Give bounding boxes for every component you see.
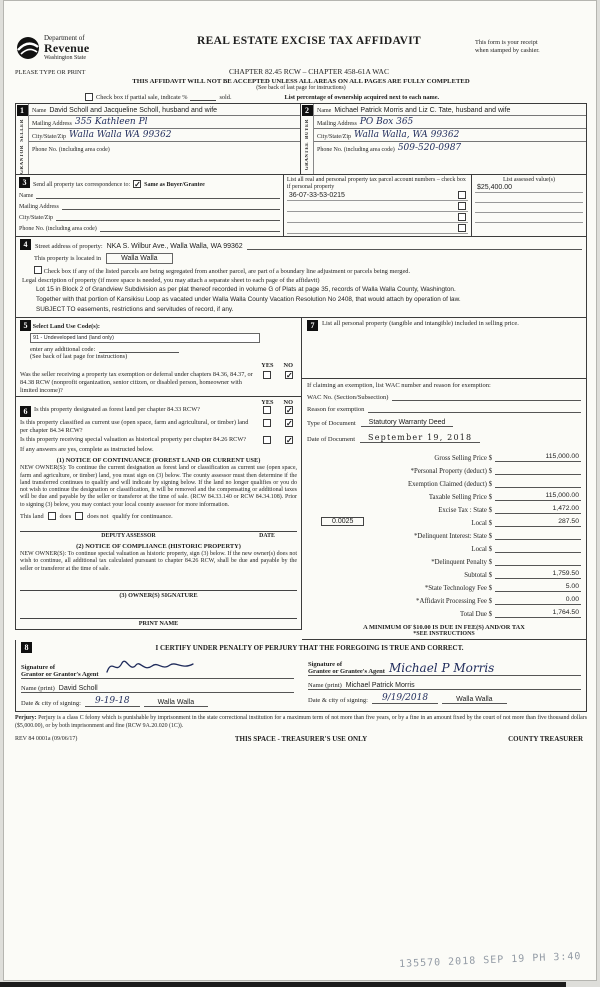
- grantee-signature-label-2: Grantee or Grantee's Agent: [308, 668, 385, 676]
- affidavit-processing-fee-field[interactable]: 0.00: [495, 596, 581, 605]
- ownership-percentage-note: List percentage of ownership acquired next to each name.: [284, 93, 440, 101]
- qualify-label: qualify for continuance.: [112, 512, 173, 520]
- money-row: *Delinquent Penalty $: [307, 553, 581, 566]
- land-use-code-field[interactable]: 91 - Undeveloped land (land only): [30, 333, 260, 343]
- no-header: NO: [283, 399, 293, 407]
- personal-property-deduct-field[interactable]: [495, 466, 581, 475]
- corr-name-field[interactable]: [36, 191, 280, 199]
- land-use-code-section: [15, 318, 302, 397]
- s5-no-checkbox[interactable]: ✓: [286, 371, 293, 381]
- section-8-badge: 8: [21, 642, 32, 653]
- current-use-question: Is this property classified as current use (open space, farm and agricultural, or timber) land per chapter 84.34 RCW?: [20, 419, 249, 434]
- located-in-field[interactable]: Walla Walla: [106, 253, 172, 264]
- date-label: DATE: [259, 533, 275, 540]
- owners-signature-line[interactable]: [20, 579, 297, 591]
- land-does-checkbox[interactable]: [48, 512, 56, 520]
- notice-compliance-body: NEW OWNER(S): To continue special valuation as historic property, sign (3) below. If the new owner(s) does not wish to continue, all additional tax calculated pursuant to chapter 84.26 RCW, shall be due and payable by the seller or transferor at the time of sale.: [20, 551, 297, 572]
- delinquent-penalty-field[interactable]: [495, 557, 581, 566]
- additional-code-label: enter any additional code:: [30, 346, 96, 354]
- money-row: 0.0025 Local $ 287.50: [307, 514, 581, 527]
- parcel-row: [287, 223, 468, 234]
- excise-tax-local-field[interactable]: 287.50: [495, 518, 581, 527]
- parcel-row: [287, 190, 468, 201]
- legal-description-paragraph-2: Together with that portion of Kansikisu Loop as vacated under Walla Walla County Vacation Resolution No 2408, that would attach by operation of law.: [36, 296, 461, 304]
- forest-land-question: Is this property designated as forest land per chapter 84.33 RCW?: [34, 406, 200, 414]
- form-revision-number: REV 84 0001a (09/06/17): [15, 736, 78, 743]
- legal-description-paragraph-1: Lot 15 in Block 2 of Grandview Subdivision as per plat thereof recorded in volume G of Plats at page 35, records of Walla Walla County, Washington.: [36, 286, 456, 294]
- grantee-date-city-label: Date & city of signing:: [308, 697, 368, 705]
- buyer-city-label: City/State/Zip: [317, 134, 351, 140]
- personal-property-tax-section: [302, 318, 587, 640]
- additional-code-field[interactable]: [99, 345, 179, 353]
- land-does-not-checkbox[interactable]: [75, 512, 83, 520]
- s5-yes-checkbox[interactable]: [263, 371, 271, 379]
- certification-section: [15, 640, 587, 712]
- legal-description-label: Legal description of property (if more space is needed, you may attach a separate sheet to each page of the affidavit): [22, 277, 320, 285]
- buyer-city-field[interactable]: Walla Walla, WA 99362: [354, 130, 460, 140]
- legal-description-paragraph-3: SUBJECT TO easements, restrictions and servitudes of record, if any.: [36, 306, 234, 314]
- seller-city-label: City/State/Zip: [32, 134, 66, 140]
- segregated-checkbox[interactable]: [34, 266, 42, 274]
- logo-state-text: Washington State: [44, 54, 87, 61]
- buyer-side-label: BUYER: [304, 119, 310, 140]
- deputy-assessor-label: DEPUTY ASSESSOR: [101, 533, 156, 540]
- completion-warning: THIS AFFIDAVIT WILL NOT BE ACCEPTED UNLESS ALL AREAS ON ALL PAGES ARE FULLY COMPLETED: [132, 78, 470, 85]
- yes-header: YES: [261, 399, 274, 407]
- property-address-section: [15, 237, 587, 318]
- seller-city-field[interactable]: Walla Walla WA 99362: [69, 130, 172, 140]
- money-row: Subtotal $ 1,759.50: [464, 570, 579, 580]
- corr-phone-field[interactable]: [100, 224, 280, 232]
- parcel-personal-checkbox[interactable]: [458, 213, 466, 221]
- parcel-personal-checkbox[interactable]: [458, 224, 466, 232]
- scan-edge-artifact: [0, 982, 566, 987]
- corr-phone-label: Phone No. (including area code): [19, 225, 97, 232]
- revenue-logo-icon: [15, 35, 41, 66]
- seller-grantor-section: [15, 103, 301, 175]
- please-type-or-print: PLEASE TYPE OR PRINT: [15, 69, 86, 76]
- grantor-signature-label-2: Grantor or Grantor's Agent: [21, 671, 99, 679]
- grantor-date-city-label: Date & city of signing:: [21, 700, 81, 708]
- date-of-document-field[interactable]: September 19, 2018: [360, 433, 480, 443]
- grantee-side-label: GRANTEE: [304, 142, 310, 171]
- chapter-subtitle: CHAPTER 82.45 RCW – CHAPTER 458-61A WAC: [229, 67, 389, 76]
- taxable-selling-price-field[interactable]: 115,000.00: [495, 492, 581, 501]
- perjury-definition: Perjury: Perjury is a class C felony which is punishable by imprisonment in the state correctional institution for a maximum term of not more than five years, or by a fine in an amount fixed by the court of not more than five thousand dollars ($5,000.00), or by both imprisonment and fine (RCW 9A.20.020 (1C)).: [15, 715, 587, 729]
- this-land-label: This land: [20, 512, 44, 520]
- money-row: Gross Selling Price $ 115,000.00: [434, 453, 579, 463]
- partial-sale-checkbox[interactable]: [85, 93, 93, 101]
- total-due-field[interactable]: 1,764.50: [495, 609, 581, 618]
- wac-no-field[interactable]: [392, 393, 581, 401]
- same-as-buyer-label: Same as Buyer/Grantee: [144, 181, 205, 188]
- grantor-date-field[interactable]: 9-19-18: [85, 696, 140, 707]
- assessed-value-field[interactable]: [475, 203, 583, 213]
- segregated-label: Check box if any of the listed parcels are being segregated from another parcel, are part of a boundary line adjustment or parcels being merged.: [43, 268, 411, 276]
- money-row: *Personal Property (deduct) $: [307, 462, 581, 475]
- q1-yes-checkbox[interactable]: [263, 406, 271, 414]
- print-name-line[interactable]: [20, 607, 297, 619]
- assessed-values-header: List assessed value(s): [502, 176, 555, 183]
- tax-computation: [307, 449, 581, 618]
- seller-mailing-field[interactable]: 355 Kathleen Pl: [74, 117, 148, 127]
- grantor-name-print-label: Name (print): [21, 685, 55, 693]
- local-tax-rate-box: 0.0025: [321, 517, 364, 526]
- does-not-label: does not: [87, 512, 109, 520]
- reason-exemption-field[interactable]: [368, 405, 581, 413]
- money-row: Excise Tax : State $ 1,472.00: [438, 505, 579, 515]
- exemption-claim-label: If claiming an exemption, list WAC number and reason for exemption:: [307, 382, 491, 390]
- notice-continuance-title: (1) NOTICE OF CONTINUANCE (FOREST LAND OR CURRENT USE): [56, 457, 261, 465]
- parcel-personal-checkbox[interactable]: [458, 191, 466, 199]
- money-row: *Affidavit Processing Fee $ 0.00: [416, 596, 579, 606]
- seller-phone-label: Phone No. (including area code): [32, 147, 110, 153]
- buyer-phone-label: Phone No. (including area code): [317, 147, 395, 153]
- money-row: *Delinquent Interest: State $: [307, 527, 581, 540]
- revenue-logo: [15, 35, 143, 66]
- q2-no-checkbox[interactable]: ✓: [286, 419, 293, 429]
- state-technology-fee-field[interactable]: 5.00: [495, 583, 581, 592]
- delinquent-interest-local-field[interactable]: [495, 544, 581, 553]
- corr-mailing-field[interactable]: [62, 202, 280, 210]
- logo-revenue-text: Revenue: [44, 41, 90, 56]
- seller-name-label: Name: [32, 108, 47, 114]
- personal-property-field[interactable]: [302, 333, 586, 379]
- section-3-badge: 3: [19, 177, 30, 188]
- corr-mailing-label: Mailing Address: [19, 203, 59, 210]
- corr-city-field[interactable]: [56, 213, 280, 221]
- delinquent-interest-state-field[interactable]: [495, 531, 581, 540]
- notice-continuance-body: NEW OWNER(S): To continue the current designation as forest land or classification as current use (open space, farm and agriculture, or timber) land, you must sign on (3) below. The county assessor must then determine if the land transferred continues to qualify and will indicate by signing below. If the land no longer qualifies or you do not wish to continue the designation or classification, it will be removed and the compensating or additional taxes will be due and payable by the seller or transferor at the time of sale. (RCW 84.33.140 or RCW 84.34.108). Prior to signing (3) below, you may contact your local county assessor for more information.: [20, 465, 297, 508]
- county-treasurer-label: COUNTY TREASURER: [508, 735, 583, 744]
- section-4-badge: 4: [20, 239, 31, 250]
- buyer-mailing-field[interactable]: PO Box 365: [359, 117, 414, 127]
- grantor-name-print-field[interactable]: David Scholl: [58, 685, 98, 693]
- yes-header: YES: [261, 362, 274, 370]
- grantee-name-print-field[interactable]: Michael Patrick Morris: [345, 682, 415, 690]
- section-2-badge: 2: [302, 105, 313, 116]
- perjury-certify-statement: I CERTIFY UNDER PENALTY OF PERJURY THAT THE FOREGOING IS TRUE AND CORRECT.: [155, 643, 464, 652]
- see-instructions-note: *SEE INSTRUCTIONS: [413, 631, 475, 638]
- parcel-personal-checkbox[interactable]: [458, 202, 466, 210]
- grantor-signature[interactable]: [103, 656, 199, 678]
- partial-sale-label: Check box if partial sale, indicate %: [96, 93, 188, 101]
- street-address-field[interactable]: NKA S. Wilbur Ave., Walla Walla, WA 99362: [106, 243, 243, 251]
- parcel-row: [287, 201, 468, 212]
- cashier-receipt-stamp: 135570 2018 SEP 19 PH 3:40: [399, 951, 583, 970]
- buyer-grantee-section: [301, 103, 587, 175]
- parcel-numbers-header: List all real and personal property tax parcel account numbers – check box if personal property: [286, 176, 466, 190]
- grantee-signature[interactable]: Michael P Morris: [388, 661, 495, 676]
- does-label: does: [59, 512, 72, 520]
- partial-sale-percent-field[interactable]: [190, 94, 216, 101]
- buyer-mailing-label: Mailing Address: [317, 121, 357, 127]
- assessed-value-field[interactable]: $25,400.00: [475, 183, 583, 193]
- see-back-instructions: (See back of last page for instructions): [30, 353, 128, 361]
- grantor-city-field[interactable]: Walla Walla: [144, 699, 208, 707]
- parcel-row: [287, 212, 468, 223]
- grantee-date-field[interactable]: 9/19/2018: [372, 693, 438, 704]
- classification-section: [15, 397, 302, 630]
- exemption-deferral-question: Was the seller receiving a property tax exemption or deferral under chapters 84.36, 84.37, or 84.38 RCW (nonprofit organization, senior citizen, or disabled person, homeowner with limited income)?: [20, 371, 253, 394]
- minimum-due-note: A MINIMUM OF $10.00 IS DUE IN FEE(S) AND/OR TAX: [363, 624, 525, 632]
- any-answers-yes-note: If any answers are yes, complete as instructed below.: [20, 446, 154, 454]
- buyer-name-label: Name: [317, 108, 332, 114]
- seller-name-field[interactable]: David Scholl and Jacqueline Scholl, husband and wife: [49, 107, 218, 114]
- owners-signature-label: (3) OWNER(S) SIGNATURE: [119, 592, 198, 600]
- deputy-assessor-signature-line[interactable]: [20, 520, 297, 532]
- grantee-signature-label-1: Signature of: [308, 660, 343, 668]
- print-name-label: PRINT NAME: [138, 620, 179, 628]
- partial-sale-sold-label: sold.: [219, 93, 232, 101]
- q3-yes-checkbox[interactable]: [263, 436, 271, 444]
- treasurer-space-label: THIS SPACE - TREASURER'S USE ONLY: [234, 735, 368, 744]
- section-1-badge: 1: [17, 105, 28, 116]
- money-row: *State Technology Fee $ 5.00: [424, 583, 579, 593]
- form-title: REAL ESTATE EXCISE TAX AFFIDAVIT: [197, 35, 421, 47]
- reason-exemption-label: Reason for exemption: [307, 406, 365, 414]
- money-row: Taxable Selling Price $ 115,000.00: [428, 492, 579, 502]
- send-correspondence-label: Send all property tax correspondence to:: [33, 181, 131, 188]
- logo-dept-text: Department of: [44, 34, 85, 42]
- excise-tax-state-field[interactable]: 1,472.00: [495, 505, 581, 514]
- street-address-label: Street address of property:: [35, 243, 103, 251]
- type-of-document-field[interactable]: Statutory Warranty Deed: [361, 419, 454, 427]
- seller-side-label: SELLER: [19, 119, 25, 142]
- q3-no-checkbox[interactable]: ✓: [286, 436, 293, 446]
- assessed-value-field[interactable]: [475, 213, 583, 223]
- see-back-note: (See back of last page for instructions): [256, 85, 346, 91]
- land-use-title: Select Land Use Code(s):: [32, 323, 100, 331]
- receipt-note: This form is your receipt when stamped by cashier.: [475, 39, 540, 54]
- affidavit-page: [3, 0, 597, 981]
- grantee-name-print-label: Name (print): [308, 682, 342, 690]
- corr-name-label: Name: [19, 192, 34, 199]
- section-6-badge: 6: [20, 406, 31, 417]
- assessed-value-field[interactable]: [475, 193, 583, 203]
- wac-no-label: WAC No. (Section/Subsection): [307, 394, 389, 402]
- money-row: Local $: [307, 540, 581, 553]
- tax-correspondence-section: [15, 175, 587, 238]
- date-of-document-label: Date of Document: [307, 436, 356, 444]
- money-row: Total Due $ 1,764.50: [460, 609, 579, 619]
- type-of-document-label: Type of Document: [307, 420, 356, 428]
- money-row: Exemption Claimed (deduct) $: [307, 475, 581, 488]
- parcel-number-field[interactable]: 36-07-33-53-0215: [288, 191, 345, 199]
- corr-city-label: City/State/Zip: [19, 214, 53, 221]
- form-header: [15, 35, 587, 66]
- section-7-badge: 7: [307, 320, 318, 331]
- q2-yes-checkbox[interactable]: [263, 419, 271, 427]
- buyer-phone-field[interactable]: 509-520-0987: [397, 143, 462, 153]
- q1-no-checkbox[interactable]: ✓: [286, 406, 293, 416]
- personal-property-label: List all personal property (tangible and intangible) included in selling price.: [322, 320, 519, 328]
- section-5-badge: 5: [20, 320, 31, 331]
- exemption-claimed-field[interactable]: [495, 479, 581, 488]
- subtotal-field[interactable]: 1,759.50: [495, 570, 581, 579]
- grantor-signature-label-1: Signature of: [21, 663, 56, 671]
- seller-mailing-label: Mailing Address: [32, 121, 72, 127]
- notice-compliance-title: (2) NOTICE OF COMPLIANCE (HISTORIC PROPERTY): [76, 543, 241, 551]
- grantor-side-label: GRANTOR: [19, 144, 25, 174]
- same-as-buyer-checkbox[interactable]: ✓: [134, 179, 141, 189]
- buyer-name-field[interactable]: Michael Patrick Morris and Liz C. Tate, husband and wife: [334, 107, 511, 114]
- no-header: NO: [283, 362, 293, 370]
- historic-property-question: Is this property receiving special valuation as historical property per chapter 84.26 RCW?: [20, 436, 247, 444]
- located-in-label: This property is located in: [34, 255, 102, 263]
- grantee-city-field[interactable]: Walla Walla: [442, 696, 506, 704]
- gross-selling-price-field[interactable]: 115,000.00: [495, 453, 581, 462]
